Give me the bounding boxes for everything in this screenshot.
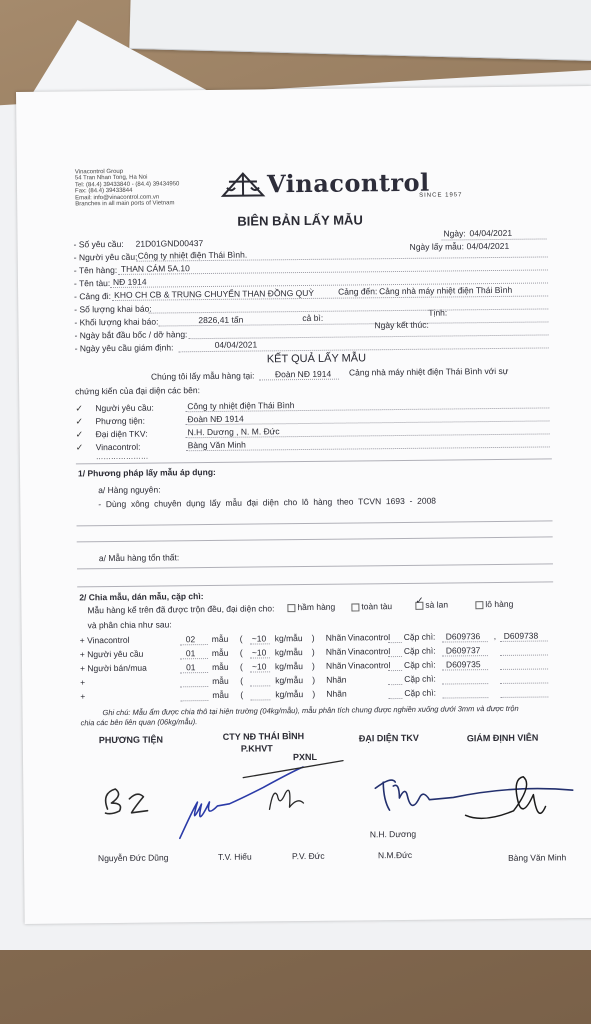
sample-cell-close: ) [312, 688, 316, 699]
sample-cell-unit: mẫu [212, 689, 229, 700]
scales-logo-icon [219, 169, 267, 200]
sig-name-5: Bàng Văn Minh [507, 852, 567, 863]
label-ngay-ket-thuc: Ngày kết thúc: [374, 319, 429, 331]
sample-cell-label-tag: Nhãn [325, 632, 347, 643]
company-line: 54 Tran Nhan Tong, Ha Noi [74, 175, 148, 182]
label-ngay: Ngày: [443, 228, 466, 239]
value-ten-hang: THAN CÁM 5A.10 [120, 263, 190, 274]
sample-cell-open: ( [239, 647, 243, 658]
check-mark-icon: ✓ [75, 429, 84, 440]
logo-since: SINCE 1957 [419, 192, 463, 199]
sample-cell-seal1: D609735 [445, 659, 481, 670]
sample-cell-party: + Người yêu cầu [79, 648, 144, 660]
sample-cell-open: ( [239, 633, 243, 644]
sample-cell-kg: kg/mẫu [275, 689, 304, 700]
label-ten-hang: - Tên hàng: [73, 264, 118, 276]
sample-cell-close: ) [311, 632, 315, 643]
label-ca-bi: cả bì: [302, 312, 324, 324]
label-so-yeu-cau: - Số yêu cầu: [73, 238, 124, 250]
sample-cell-party: + Người bán/mua [79, 662, 147, 674]
option-sa-lan[interactable] [415, 595, 449, 610]
label-so-luong: - Số lượng khai báo: [74, 303, 152, 315]
party-value: Đoàn NĐ 1914 [187, 413, 244, 425]
sample-cell-label-val: Vinacontrol [347, 632, 391, 643]
checkbox-icon [287, 604, 295, 612]
option-label: sà lan [425, 599, 449, 610]
value-ten-tau: NĐ 1914 [112, 276, 147, 287]
method-heading: 1/ Phương pháp lấy mẫu áp dụng: [77, 466, 216, 479]
option-toan-tau[interactable] [351, 601, 392, 611]
sample-cell-approx: ~10 [251, 661, 267, 672]
party-label: Người yêu cầu: [95, 402, 154, 414]
sample-cell-unit: mẫu [211, 661, 229, 672]
party-value: N.H. Dương , N. M. Đức [187, 426, 280, 438]
value-ngay-lay-mau: 04/04/2021 [466, 240, 510, 252]
vinacontrol-logo-text: Vinacontrol [266, 167, 430, 199]
sample-cell-kg: kg/mẫu [274, 633, 303, 644]
sample-cell-seal-label: Cặp chì: [403, 645, 436, 656]
sig-col-giam-dinh: GIÁM ĐỊNH VIÊN [466, 732, 539, 744]
document-sheet [16, 86, 591, 924]
sig-col-phuong-tien: PHƯƠNG TIỆN [98, 734, 163, 746]
sample-cell-unit: mẫu [212, 675, 229, 686]
company-line: Vinacontrol Group [74, 168, 124, 176]
label-cang-di: - Cảng đi: [74, 291, 112, 302]
result-heading: KẾT QUẢ LẤY MẪU [266, 352, 367, 366]
division-note-1: Ghi chú: Mẫu ẩm được chia thô tại hiện trường (04kg/mẫu), mẫu phân tích chung được nghiền xuống dưới 3mm và được trộn [102, 703, 519, 718]
method-loss-label: a/ Mẫu hàng tổn thất: [98, 552, 180, 564]
party-label: Phương tiện: [95, 415, 146, 427]
party-value: Công ty nhiệt điện Thái Bình [187, 400, 295, 412]
party-label: Vinacontrol: [95, 441, 141, 453]
sig-name-4: N.M.Đức [377, 849, 413, 861]
label-nguoi-yeu-cau: - Người yêu cầu: [73, 251, 138, 263]
sig-name-2: T.V. Hiếu [217, 851, 252, 862]
value-cang-di: KHO CH CB & TRUNG CHUYỂN THAN ĐỒNG QUỲ [114, 287, 315, 300]
sample-cell-seal2: D609738 [503, 630, 539, 641]
paper-stack-top [129, 0, 591, 61]
label-tinh: Tịnh: [428, 307, 448, 318]
sample-cell-open: ( [240, 675, 244, 686]
method-a-text: - Dùng xông chuyên dụng lấy mẫu đại diện cho lô hàng theo TCVN 1693 - 2008 [98, 495, 437, 510]
check-mark-icon: ✓ [75, 416, 84, 427]
sample-cell-seal-label: Cặp chì: [403, 631, 436, 642]
sample-cell-kg: kg/mẫu [274, 661, 303, 672]
sample-cell-seal-label: Cặp chì: [404, 687, 437, 698]
document-title: BIÊN BẢN LẤY MẪU [237, 212, 363, 229]
checkbox-icon [351, 603, 359, 611]
value-nguoi-yeu-cau: Công ty nhiệt điện Thái Bình. [137, 249, 248, 261]
sig-col-tkv: ĐẠI DIỆN TKV [358, 732, 419, 744]
sample-cell-close: ) [312, 674, 316, 685]
sig-col-cty-sub2: PXNL [292, 751, 318, 763]
option-ham-hang[interactable] [287, 602, 335, 613]
result-intro-place: Đoàn NĐ 1914 [274, 368, 332, 380]
label-cang-den: Cảng đến: [338, 286, 378, 297]
sample-cell-approx: ~10 [251, 633, 267, 644]
label-khoi-luong: - Khối lượng khai báo: [74, 316, 159, 328]
result-intro-b: Cảng nhà máy nhiệt điện Thái Bình với sự [348, 365, 509, 378]
party-dots: ………………… [95, 451, 149, 462]
option-label: hầm hàng [297, 601, 336, 613]
company-line: Branches in all main ports of Vietnam [75, 200, 175, 208]
checkbox-checked-icon: ✓ [415, 602, 423, 610]
division-split-text: và phân chia như sau: [87, 619, 172, 631]
label-ngay-lay-mau: Ngày lấy mẫu: [409, 241, 465, 252]
sample-cell-party: + Vinacontrol [79, 634, 130, 646]
sample-cell-approx: ~10 [251, 647, 267, 658]
sample-cell-party: + [80, 691, 86, 702]
sig-name-1: Nguyễn Đức Dũng [97, 852, 169, 864]
label-ngay-giam-dinh: - Ngày yêu cầu giám định: [74, 342, 174, 354]
sample-cell-unit: mẫu [211, 633, 229, 644]
value-so-yeu-cau: 21D01GND00437 [135, 238, 204, 249]
sample-cell-unit: mẫu [211, 647, 229, 658]
sample-cell-label-tag: Nhãn [326, 688, 347, 699]
value-khoi-luong: 2826,41 tấn [198, 314, 244, 326]
sig-col-cty-sub1: P.KHVT [240, 743, 273, 754]
result-intro-a: Chúng tôi lấy mẫu hàng tại: [150, 370, 255, 382]
value-cang-den: Cảng nhà máy nhiệt điện Thái Bình [379, 284, 513, 297]
sample-cell-kg: kg/mẫu [274, 647, 303, 658]
check-mark-icon: ✓ [75, 403, 83, 414]
label-ten-tau: - Tên tàu: [73, 278, 111, 289]
sample-cell-label-val: Vinacontrol [347, 646, 391, 657]
company-line: Tel: (84.4) 39433840 - (84.4) 39434950 [74, 181, 180, 189]
sig-name-3: P.V. Đức [291, 850, 325, 862]
sample-cell-qty: 02 [185, 634, 196, 645]
sample-cell-qty: 01 [185, 662, 196, 673]
company-line: Fax: (84.4) 39433844 [75, 188, 133, 195]
option-label: lô hàng [485, 598, 514, 610]
result-intro-c: chứng kiến của đại diện các bên: [75, 385, 200, 397]
sample-cell-label-tag: Nhãn [325, 646, 347, 657]
sample-cell-close: ) [311, 646, 315, 657]
sample-cell-qty: 01 [185, 648, 196, 659]
sample-cell-open: ( [240, 689, 244, 700]
value-ngay-giam-dinh: 04/04/2021 [214, 339, 258, 350]
checkbox-icon [475, 601, 483, 609]
sample-cell-label-tag: Nhãn [325, 660, 347, 671]
party-value: Bàng Văn Minh [187, 439, 246, 451]
party-label: Đại diện TKV: [95, 428, 148, 440]
method-a-label: a/ Hàng nguyên: [98, 484, 161, 496]
sample-cell-sep: , [493, 631, 497, 642]
company-line: Email: info@vinacontrol.com.vn [75, 194, 160, 202]
sample-table [80, 630, 561, 710]
sample-cell-seal-label: Cặp chì: [403, 659, 436, 670]
sample-cell-close: ) [311, 660, 315, 671]
sample-cell-seal-label: Cặp chì: [404, 673, 436, 684]
division-intro: Mẫu hàng kể trên đã được trộn đều, đại diện cho: [87, 603, 275, 616]
sample-cell-party: + [80, 677, 86, 688]
handwritten-signatures [93, 751, 574, 862]
sample-cell-open: ( [239, 661, 243, 672]
value-ngay: 04/04/2021 [469, 227, 513, 239]
sig-name-duong: N.H. Dương [369, 828, 417, 840]
sample-cell-seal1: D609737 [445, 645, 481, 656]
division-note-2: chia các bên liên quan (06kg/mẫu). [80, 717, 198, 728]
option-lo-hang[interactable] [475, 599, 513, 609]
division-heading: 2/ Chia mẫu, dán mẫu, cặp chì: [79, 591, 204, 603]
option-label: toàn tàu [361, 601, 393, 612]
check-mark-icon: ✓ [75, 442, 84, 453]
sample-cell-kg: kg/mẫu [275, 675, 304, 686]
company-address [75, 168, 180, 208]
sig-col-cty: CTY NĐ THÁI BÌNH [222, 731, 305, 742]
label-ngay-bat-dau: - Ngày bắt đầu bốc / dỡ hàng: [74, 329, 188, 341]
sample-cell-label-val: Vinacontrol [347, 660, 391, 671]
sample-cell-seal1: D609736 [445, 631, 481, 642]
sample-cell-label-tag: Nhãn [326, 674, 347, 685]
